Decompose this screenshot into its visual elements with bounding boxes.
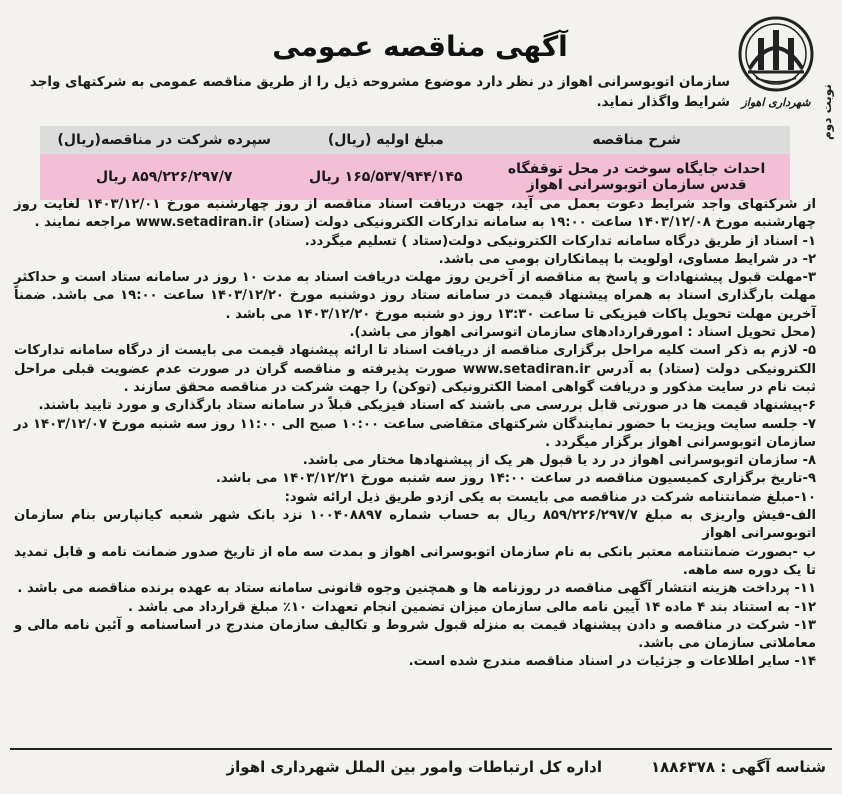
footer (10, 748, 832, 784)
condition-item: ۸- سازمان اتوبوسرانی اهواز در رد یا قبول هر یک از پیشنهادها مختار می باشد. (302, 453, 816, 469)
condition-item: ۱۲- به استناد بند ۴ ماده ۱۴ آیین نامه مالی سازمان میزان تضمین انجام تعهدات ۱۰٪ مبلغ قرارداد می باشد . (128, 599, 816, 615)
conditions-body (14, 196, 816, 672)
header-subject: شرح مناقصه (483, 126, 790, 154)
table-row (40, 154, 790, 200)
cell-deposit: ۸۵۹/۲۲۶/۲۹۷/۷ ریال (40, 154, 288, 200)
condition-item: ۱- اسناد از طریق درگاه سامانه تدارکات الکترونیکی دولت(ستاد ) تسلیم میگردد. (304, 233, 816, 249)
condition-item: ب -بصورت ضمانتنامه معتبر بانکی به نام سازمان اتوبوسرانی اهواز و بمدت سه ماه از تاریخ صدور ضمانت نامه و قابل تمدید تا یک دوره سه ماهه. (14, 544, 816, 578)
cell-subject: احداث جایگاه سوخت در محل توقفگاه قدس سازمان اتوبوسرانی اهواز (483, 154, 790, 200)
condition-item: ۱۰-مبلغ ضمانتنامه شرکت در مناقصه می بایست به یکی ازدو طریق ذیل ارائه شود: (284, 489, 816, 505)
condition-item: (محل تحویل اسناد : امورقراردادهای سازمان اتوسرانی اهواز می باشد). (349, 325, 816, 341)
issuing-office: اداره کل ارتباطات وامور بین الملل شهرداری اهواز (226, 758, 602, 776)
condition-item: ۶-پیشنهاد قیمت ها در صورتی قابل بررسی می باشند که اسناد فیزیکی قبلاً در سامانه ستاد بارگذاری و مورد تایید باشند. (38, 398, 816, 414)
header-amount: مبلغ اولیه (ریال) (288, 126, 483, 154)
page-title: آگهی مناقصه عمومی (272, 30, 568, 63)
header-deposit: سپرده شرکت در مناقصه(ریال) (40, 126, 288, 154)
logo-caption: شهرداری اهواز (741, 96, 811, 109)
condition-paragraph: از شرکتهای واجد شرایط دعوت بعمل می آید، جهت دریافت اسناد مناقصه از روز چهارشنبه مورخ ۱۴۰۳/۱۲/۰۱ لغایت روز چهارشنبه مورخ ۱۴۰۳/۱۲/۰۸ ساعت ۱۹:۰۰ به سامانه تدارکات الکترونیکی دولت (ستاد) www.setadiran.ir مراجعه نمایند . (14, 197, 816, 231)
condition-item: ۳-مهلت قبول پیشنهادات و پاسخ به مناقصه از آخرین روز مهلت دریافت اسناد به مدت ۱۰ روز در سامانه ستاد است و حداکثر مهلت بارگذاری اسناد به همراه پیشنهاد قیمت در سامانه ستاد روز دوشنبه مورخ ۱۴۰۳/۱۲/۲۰ ساعت ۱۹:۰۰ می باشد. ضمناً آخرین مهلت تحویل پاکات فیزیکی تا ساعت ۱۳:۳۰ روز دو شنبه مورخ ۱۴۰۳/۱۲/۲۰ می باشد . (14, 270, 817, 322)
round-label: نوبت دوم (820, 84, 834, 140)
cell-amount: ۱۶۵/۵۳۷/۹۴۴/۱۴۵ ریال (288, 154, 483, 200)
condition-item: ۱۳- شرکت در مناقصه و دادن پیشنهاد قیمت به منزله قبول شروط و تکالیف سازمان مندرج در اساسنامه و آئین نامه مالی و معاملاتی سازمان می باشد. (14, 617, 816, 652)
condition-item: ۷- جلسه سایت ویزیت با حضور نمایندگان شرکتهای متقاضی ساعت ۱۰:۰۰ صبح الی ۱۱:۰۰ روز سه شنبه مورخ ۱۴۰۳/۱۲/۰۷ در سازمان اتوبوسرانی اهواز برگزار میگردد . (14, 416, 816, 450)
condition-item: ۲- در شرایط مساوی، اولویت با پیمانکاران بومی می باشد. (438, 251, 816, 267)
tender-table (40, 126, 790, 200)
condition-item: ۹-تاریخ برگزاری کمیسیون مناقصه در ساعت ۱۴:۰۰ روز سه شنبه مورخ ۱۴۰۳/۱۲/۲۱ می باشد. (215, 471, 816, 487)
ad-id: شناسه آگهی : ۱۸۸۶۳۷۸ (650, 758, 826, 776)
condition-item: ۵- لازم به ذکر است کلیه مراحل برگزاری مناقصه از دریافت اسناد تا ارائه پیشنهاد قیمت می بایست از درگاه سامانه تدارکات الکترونیکی دولت (ستاد) به آدرس www.setadiran.ir صورت پذیرفته و مناقصه گران در صورت عدم عضویت قبلی مراحل ثبت نام در سایت مذکور و دریافت گواهی امضا الکترونیکی (توکن) را جهت شرکت در مناقصه محقق سازند . (14, 343, 816, 395)
condition-item: الف-فیش واریزی به مبلغ ۸۵۹/۲۲۶/۲۹۷/۷ ریال به حساب شماره ۱۰۰۴۰۸۸۹۷ نزد بانک شهر شعبه کیانپارس بنام سازمان اتوبوسرانی اهواز (14, 508, 816, 542)
table-header-row (40, 126, 790, 154)
intro-text: سازمان اتوبوسرانی اهواز در نظر دارد موضوع مشروحه ذیل را از طریق مناقصه عمومی به شرکتهای واجد شرایط واگذار نماید. (29, 74, 730, 110)
condition-item: ۱۱- پرداخت هزینه انتشار آگهی مناقصه در روزنامه ها و همچنین وجوه قانونی سامانه ستاد به عهده برنده مناقصه می باشد . (17, 581, 816, 597)
condition-item: ۱۴- سایر اطلاعات و جزئیات در اسناد مناقصه مندرج شده است. (408, 654, 816, 670)
